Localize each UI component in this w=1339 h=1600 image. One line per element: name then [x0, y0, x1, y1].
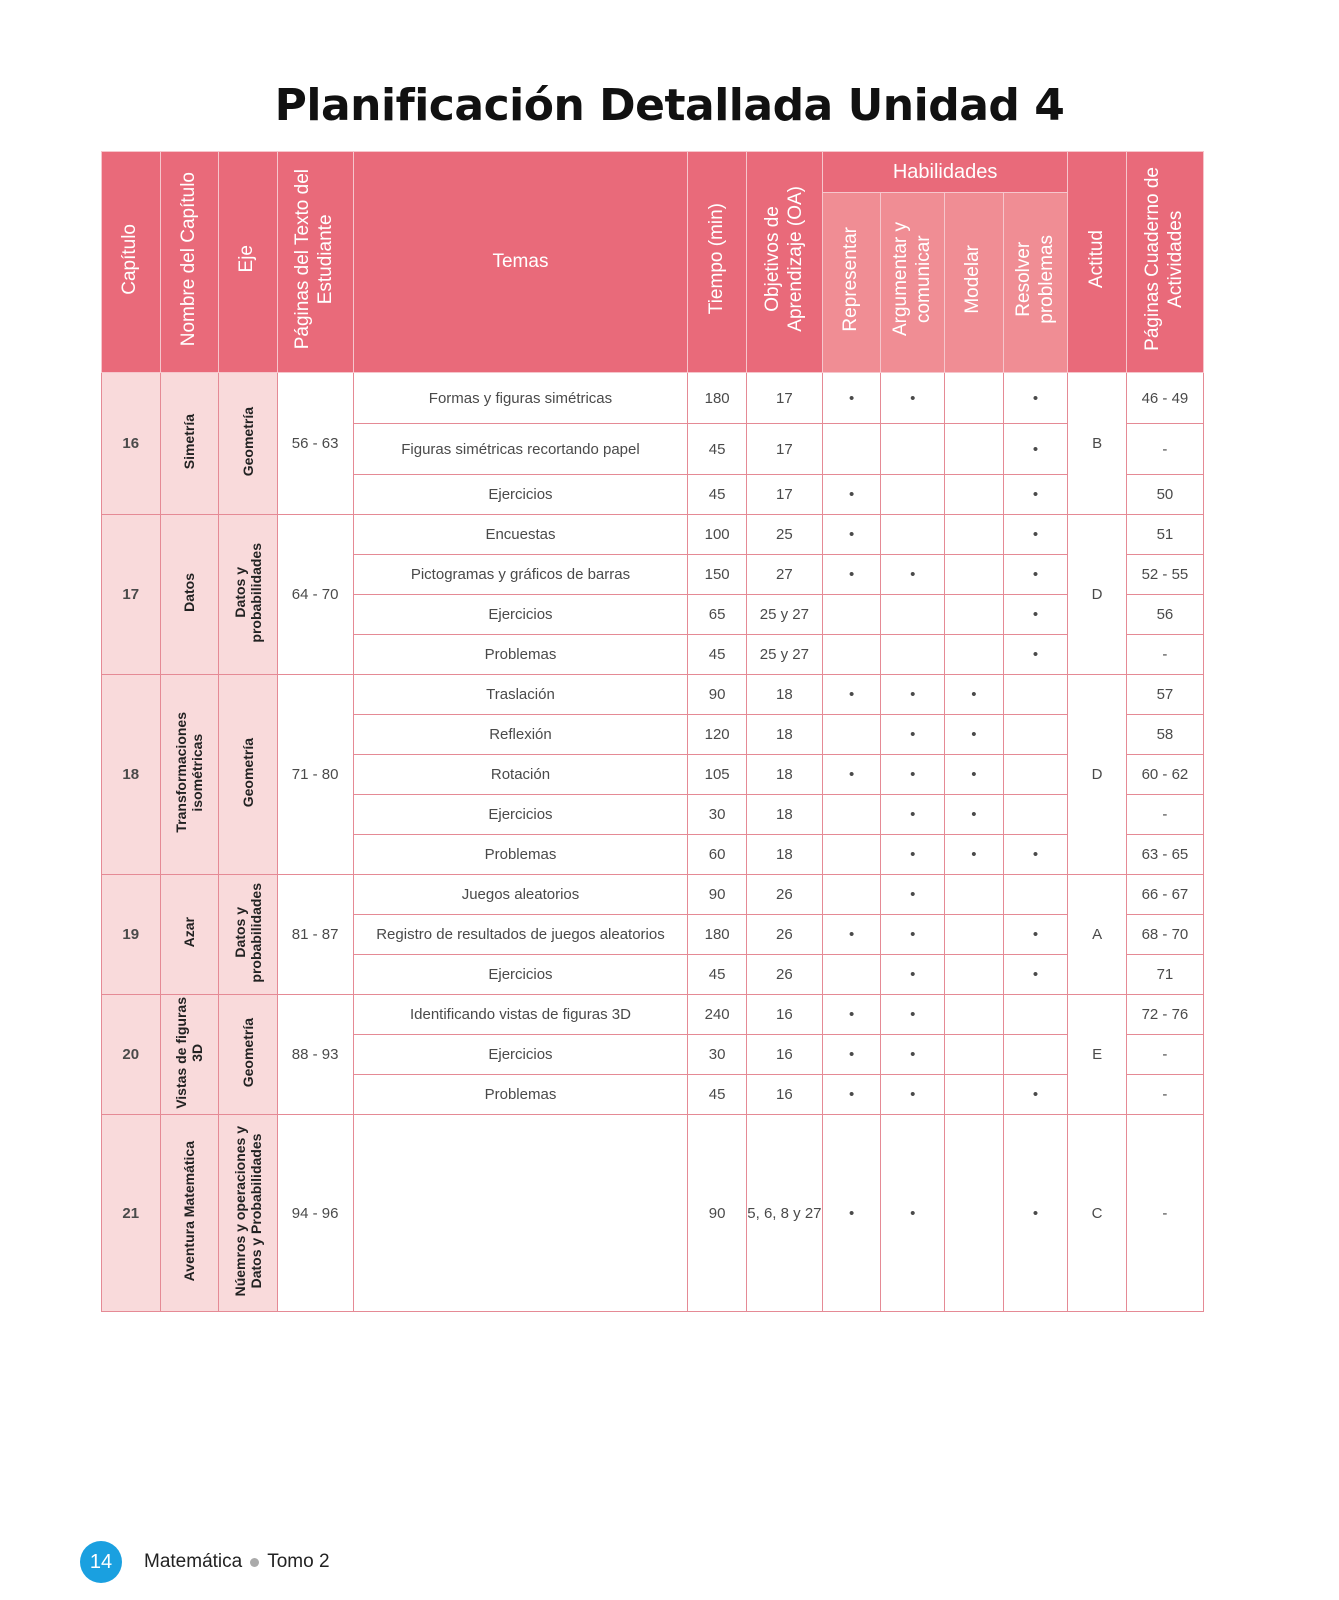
skill-mod-cell [945, 1035, 1004, 1075]
oa-cell: 27 [746, 555, 822, 595]
cuaderno-cell: 57 [1126, 675, 1203, 715]
table-row [102, 675, 1204, 715]
oa-cell: 26 [746, 875, 822, 915]
chapter-actitud: A [1068, 875, 1127, 995]
skill-rep-cell [822, 875, 881, 915]
cuaderno-cell: - [1126, 1115, 1203, 1312]
chapter-eje-text-line: probabilidades [247, 542, 264, 643]
oa-cell: 17 [746, 424, 822, 475]
tema-cell: Ejercicios [353, 955, 688, 995]
skill-arg-cell [881, 515, 945, 555]
chapter-name-text-line: Simetría [181, 413, 198, 470]
header-resolver: Resolver problemas [1003, 193, 1068, 373]
skill-mod-cell [945, 1115, 1004, 1312]
page-footer [80, 1541, 330, 1583]
oa-cell: 5, 6, 8 y 27 [746, 1115, 822, 1312]
skill-arg-cell: • [881, 995, 945, 1035]
skill-rep-cell [822, 835, 881, 875]
skill-rep-cell: • [822, 995, 881, 1035]
chapter-name-text [181, 917, 197, 947]
cuaderno-cell: - [1126, 635, 1203, 675]
skill-mod-cell [945, 635, 1004, 675]
separator-dot-icon [250, 1558, 259, 1567]
tiempo-cell: 240 [688, 995, 747, 1035]
skill-res-cell [1003, 755, 1068, 795]
skill-rep-cell: • [822, 755, 881, 795]
tiempo-cell: 150 [688, 555, 747, 595]
chapter-actitud: D [1068, 675, 1127, 875]
header-habilidades: Habilidades [822, 152, 1067, 193]
cuaderno-cell: - [1126, 1035, 1203, 1075]
skill-mod-cell: • [945, 675, 1004, 715]
chapter-pages: 81 - 87 [277, 875, 353, 995]
skill-mod-cell [945, 875, 1004, 915]
tema-cell: Traslación [353, 675, 688, 715]
tema-cell: Ejercicios [353, 595, 688, 635]
chapter-name [160, 515, 219, 675]
skill-res-cell: • [1003, 475, 1068, 515]
chapter-pages: 94 - 96 [277, 1115, 353, 1312]
skill-rep-cell: • [822, 915, 881, 955]
tiempo-cell: 100 [688, 515, 747, 555]
tema-cell: Ejercicios [353, 1035, 688, 1075]
tiempo-cell: 45 [688, 424, 747, 475]
chapter-number: 17 [102, 515, 161, 675]
page-number-badge: 14 [80, 1541, 122, 1583]
skill-mod-cell [945, 955, 1004, 995]
header-actitud: Actitud [1068, 152, 1127, 373]
cuaderno-cell: - [1126, 1075, 1203, 1115]
oa-cell: 25 [746, 515, 822, 555]
skill-mod-cell: • [945, 755, 1004, 795]
cuaderno-cell: - [1126, 424, 1203, 475]
skill-res-cell: • [1003, 915, 1068, 955]
skill-res-cell [1003, 875, 1068, 915]
cuaderno-cell: 71 [1126, 955, 1203, 995]
skill-arg-cell: • [881, 373, 945, 424]
chapter-eje [219, 675, 278, 875]
tiempo-cell: 180 [688, 373, 747, 424]
chapter-actitud: B [1068, 373, 1127, 515]
table-row [102, 875, 1204, 915]
chapter-name-text-line: Aventura Matemática [181, 1140, 198, 1282]
table-row [102, 515, 1204, 555]
chapter-name [160, 875, 219, 995]
chapter-name [160, 675, 219, 875]
skill-res-cell: • [1003, 1075, 1068, 1115]
footer-subject: Matemática [144, 1551, 243, 1572]
cuaderno-cell: 72 - 76 [1126, 995, 1203, 1035]
chapter-pages: 64 - 70 [277, 515, 353, 675]
chapter-eje-text [232, 883, 264, 983]
oa-cell: 25 y 27 [746, 635, 822, 675]
skill-rep-cell: • [822, 373, 881, 424]
chapter-eje [219, 995, 278, 1115]
chapter-eje-text-line: Geometría [239, 406, 256, 477]
skill-rep-cell: • [822, 1115, 881, 1312]
chapter-pages: 71 - 80 [277, 675, 353, 875]
tiempo-cell: 45 [688, 635, 747, 675]
footer-volume: Tomo 2 [267, 1551, 330, 1572]
tiempo-cell: 65 [688, 595, 747, 635]
tema-cell: Reflexión [353, 715, 688, 755]
chapter-name-text [181, 573, 197, 612]
skill-res-cell [1003, 795, 1068, 835]
tiempo-cell: 90 [688, 875, 747, 915]
cuaderno-cell: 66 - 67 [1126, 875, 1203, 915]
skill-mod-cell [945, 475, 1004, 515]
cuaderno-cell: 63 - 65 [1126, 835, 1203, 875]
skill-arg-cell [881, 595, 945, 635]
skill-mod-cell [945, 595, 1004, 635]
page-title: Planificación Detallada Unidad 4 [274, 80, 1065, 131]
table-row [102, 1115, 1204, 1312]
header-representar: Representar [822, 193, 881, 373]
skill-res-cell: • [1003, 835, 1068, 875]
skill-arg-cell: • [881, 1075, 945, 1115]
oa-cell: 17 [746, 475, 822, 515]
skill-arg-cell: • [881, 795, 945, 835]
skill-arg-cell: • [881, 715, 945, 755]
tiempo-cell: 45 [688, 1075, 747, 1115]
skill-rep-cell [822, 795, 881, 835]
chapter-name-text [181, 414, 197, 469]
cuaderno-cell: 50 [1126, 475, 1203, 515]
skill-res-cell: • [1003, 555, 1068, 595]
chapter-actitud: C [1068, 1115, 1127, 1312]
skill-arg-cell: • [881, 875, 945, 915]
header-temas: Temas [353, 152, 688, 373]
skill-res-cell: • [1003, 424, 1068, 475]
chapter-eje-text-line: Geometría [239, 1017, 256, 1088]
skill-rep-cell: • [822, 515, 881, 555]
chapter-actitud: D [1068, 515, 1127, 675]
header-modelar: Modelar [945, 193, 1004, 373]
header-nombre: Nombre del Capítulo [160, 152, 219, 373]
tema-cell: Ejercicios [353, 795, 688, 835]
chapter-pages: 88 - 93 [277, 995, 353, 1115]
chapter-number: 19 [102, 875, 161, 995]
chapter-eje-text-line: Geometría [239, 737, 256, 808]
skill-mod-cell [945, 995, 1004, 1035]
skill-rep-cell: • [822, 1035, 881, 1075]
oa-cell: 16 [746, 995, 822, 1035]
skill-rep-cell [822, 715, 881, 755]
footer-text [144, 1551, 330, 1573]
skill-res-cell [1003, 995, 1068, 1035]
tiempo-cell: 180 [688, 915, 747, 955]
skill-mod-cell [945, 515, 1004, 555]
cuaderno-cell: 51 [1126, 515, 1203, 555]
chapter-name [160, 373, 219, 515]
header-argumentar: Argumentar y comunicar [881, 193, 945, 373]
tiempo-cell: 90 [688, 675, 747, 715]
cuaderno-cell: 68 - 70 [1126, 915, 1203, 955]
chapter-eje-text-line: Datos y Probabilidades [247, 1133, 264, 1289]
tiempo-cell: 45 [688, 955, 747, 995]
tema-cell: Ejercicios [353, 475, 688, 515]
chapter-name [160, 1115, 219, 1312]
chapter-actitud: E [1068, 995, 1127, 1115]
chapter-eje [219, 373, 278, 515]
skill-rep-cell [822, 955, 881, 995]
chapter-eje-text-line: probabilidades [247, 882, 264, 983]
planning-table [101, 151, 1204, 1312]
chapter-name-text-line: 3D [189, 1043, 206, 1062]
skill-arg-cell: • [881, 835, 945, 875]
chapter-eje [219, 875, 278, 995]
chapter-number: 18 [102, 675, 161, 875]
skill-rep-cell [822, 595, 881, 635]
chapter-name-text [173, 997, 205, 1109]
skill-res-cell: • [1003, 595, 1068, 635]
chapter-name-text-line: Vistas de figuras [173, 996, 190, 1109]
cuaderno-cell: 60 - 62 [1126, 755, 1203, 795]
tema-cell: Formas y figuras simétricas [353, 373, 688, 424]
skill-mod-cell [945, 373, 1004, 424]
skill-arg-cell [881, 635, 945, 675]
skill-arg-cell: • [881, 555, 945, 595]
cuaderno-cell: 46 - 49 [1126, 373, 1203, 424]
tema-cell: Problemas [353, 1075, 688, 1115]
chapter-name-text [181, 1141, 197, 1281]
table-row [102, 995, 1204, 1035]
tema-cell: Registro de resultados de juegos aleatorios [353, 915, 688, 955]
chapter-name [160, 995, 219, 1115]
oa-cell: 18 [746, 835, 822, 875]
skill-arg-cell: • [881, 915, 945, 955]
skill-rep-cell [822, 635, 881, 675]
skill-arg-cell [881, 475, 945, 515]
skill-rep-cell: • [822, 555, 881, 595]
chapter-eje-text [240, 738, 256, 807]
skill-rep-cell [822, 424, 881, 475]
skill-mod-cell [945, 1075, 1004, 1115]
chapter-eje [219, 1115, 278, 1312]
chapter-eje-text-line: Datos y [231, 567, 248, 618]
chapter-pages: 56 - 63 [277, 373, 353, 515]
oa-cell: 16 [746, 1035, 822, 1075]
chapter-number: 21 [102, 1115, 161, 1312]
oa-cell: 26 [746, 915, 822, 955]
chapter-name-text-line: Datos [181, 573, 198, 612]
cuaderno-cell: 58 [1126, 715, 1203, 755]
oa-cell: 25 y 27 [746, 595, 822, 635]
skill-arg-cell: • [881, 955, 945, 995]
skill-mod-cell [945, 915, 1004, 955]
chapter-number: 16 [102, 373, 161, 515]
oa-cell: 18 [746, 675, 822, 715]
tiempo-cell: 60 [688, 835, 747, 875]
skill-mod-cell: • [945, 835, 1004, 875]
tiempo-cell: 120 [688, 715, 747, 755]
chapter-eje-text [232, 1126, 264, 1296]
table-row [102, 373, 1204, 424]
tema-cell [353, 1115, 688, 1312]
tema-cell: Juegos aleatorios [353, 875, 688, 915]
skill-arg-cell: • [881, 755, 945, 795]
oa-cell: 26 [746, 955, 822, 995]
tema-cell: Problemas [353, 835, 688, 875]
tema-cell: Rotación [353, 755, 688, 795]
tema-cell: Figuras simétricas recortando papel [353, 424, 688, 475]
oa-cell: 17 [746, 373, 822, 424]
chapter-eje-text [240, 1018, 256, 1087]
tiempo-cell: 90 [688, 1115, 747, 1312]
skill-res-cell: • [1003, 515, 1068, 555]
skill-arg-cell: • [881, 1115, 945, 1312]
header-paginas-cuaderno: Páginas Cuaderno de Actividades [1126, 152, 1203, 373]
chapter-eje-text [240, 407, 256, 476]
skill-res-cell [1003, 1035, 1068, 1075]
header-eje: Eje [219, 152, 278, 373]
oa-cell: 18 [746, 755, 822, 795]
skill-mod-cell: • [945, 715, 1004, 755]
tiempo-cell: 30 [688, 1035, 747, 1075]
chapter-eje-text-line: Núemros y operaciones y [231, 1125, 248, 1297]
skill-mod-cell [945, 424, 1004, 475]
cuaderno-cell: - [1126, 795, 1203, 835]
skill-arg-cell: • [881, 675, 945, 715]
header-tiempo: Tiempo (min) [688, 152, 747, 373]
header-objetivos: Objetivos de Aprendizaje (OA) [746, 152, 822, 373]
chapter-name-text-line: Azar [181, 917, 198, 948]
skill-res-cell: • [1003, 1115, 1068, 1312]
tema-cell: Encuestas [353, 515, 688, 555]
oa-cell: 18 [746, 795, 822, 835]
skill-res-cell [1003, 675, 1068, 715]
tiempo-cell: 45 [688, 475, 747, 515]
skill-arg-cell: • [881, 1035, 945, 1075]
chapter-eje-text-line: Datos y [231, 907, 248, 958]
skill-res-cell: • [1003, 373, 1068, 424]
tema-cell: Identificando vistas de figuras 3D [353, 995, 688, 1035]
cuaderno-cell: 52 - 55 [1126, 555, 1203, 595]
skill-mod-cell: • [945, 795, 1004, 835]
oa-cell: 16 [746, 1075, 822, 1115]
oa-cell: 18 [746, 715, 822, 755]
cuaderno-cell: 56 [1126, 595, 1203, 635]
skill-res-cell [1003, 715, 1068, 755]
skill-rep-cell: • [822, 675, 881, 715]
header-capitulo: Capítulo [102, 152, 161, 373]
skill-arg-cell [881, 424, 945, 475]
skill-rep-cell: • [822, 1075, 881, 1115]
skill-mod-cell [945, 555, 1004, 595]
skill-rep-cell: • [822, 475, 881, 515]
chapter-name-text-line: isométricas [189, 733, 206, 812]
chapter-name-text [173, 712, 205, 833]
chapter-eje [219, 515, 278, 675]
skill-res-cell: • [1003, 955, 1068, 995]
chapter-eje-text [232, 543, 264, 643]
tema-cell: Problemas [353, 635, 688, 675]
tema-cell: Pictogramas y gráficos de barras [353, 555, 688, 595]
skill-res-cell: • [1003, 635, 1068, 675]
chapter-name-text-line: Transformaciones [173, 712, 190, 833]
chapter-number: 20 [102, 995, 161, 1115]
header-paginas-texto: Páginas del Texto del Estudiante [277, 152, 353, 373]
planning-table-body [102, 373, 1204, 1312]
tiempo-cell: 30 [688, 795, 747, 835]
tiempo-cell: 105 [688, 755, 747, 795]
